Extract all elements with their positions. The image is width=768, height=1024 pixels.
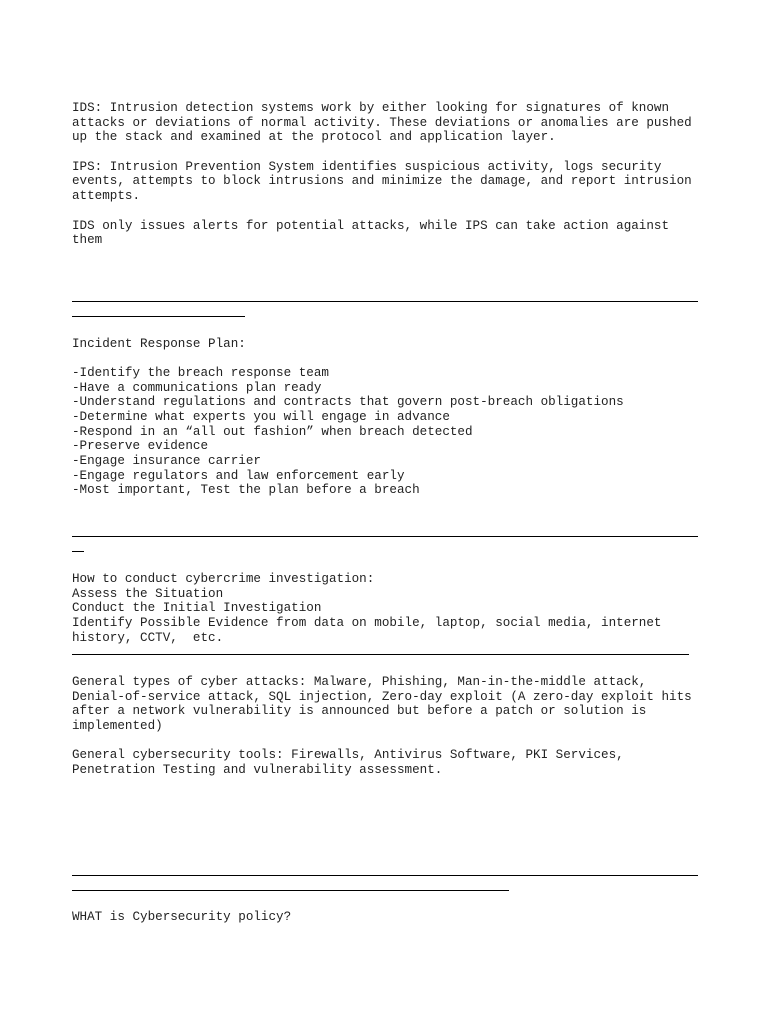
list-item: -Engage insurance carrier bbox=[72, 454, 261, 469]
document-page bbox=[72, 101, 702, 925]
text-line: Assess the Situation bbox=[72, 586, 224, 601]
divider bbox=[72, 542, 84, 552]
incident-response-section bbox=[72, 337, 702, 499]
text-line: IDS: Intrusion detection systems work by either looking for signatures of known bbox=[72, 101, 670, 115]
text-line: attacks or deviations of normal activity. These deviations or anomalies are pushed bbox=[72, 115, 692, 130]
ids-ips-comparison bbox=[72, 219, 702, 248]
text-line: IDS only issues alerts for potential attacks, while IPS can take action against bbox=[72, 218, 670, 233]
divider bbox=[72, 292, 698, 302]
text-line: Penetration Testing and vulnerability assessment. bbox=[72, 763, 443, 778]
text-line: implemented) bbox=[72, 719, 163, 733]
text-line: IPS: Intrusion Prevention System identifies suspicious activity, logs security bbox=[72, 159, 662, 174]
list-item: -Respond in an “all out fashion” when breach detected bbox=[72, 424, 473, 439]
section-heading: Incident Response Plan: bbox=[72, 336, 246, 351]
list-item: -Most important, Test the plan before a breach bbox=[72, 483, 420, 498]
text-line: events, attempts to block intrusions and minimize the damage, and report intrusion bbox=[72, 174, 692, 189]
section-heading: How to conduct cybercrime investigation: bbox=[72, 571, 375, 586]
text-line: General types of cyber attacks: Malware, Phishing, Man-in-the-middle attack, bbox=[72, 674, 647, 689]
divider bbox=[72, 866, 698, 876]
list-item: -Identify the breach response team bbox=[72, 365, 329, 380]
ips-paragraph bbox=[72, 160, 702, 204]
list-item: -Preserve evidence bbox=[72, 439, 209, 454]
divider bbox=[72, 645, 689, 655]
list-item: -Engage regulators and law enforcement early bbox=[72, 468, 405, 483]
text-line: Conduct the Initial Investigation bbox=[72, 601, 322, 616]
text-line: them bbox=[72, 233, 103, 248]
list-item: -Have a communications plan ready bbox=[72, 380, 322, 395]
text-line: Denial-of-service attack, SQL injection, Zero-day exploit (A zero-day exploit hits bbox=[72, 689, 692, 704]
text-line: Identify Possible Evidence from data on mobile, laptop, social media, internet bbox=[72, 615, 662, 630]
text-line: General cybersecurity tools: Firewalls, Antivirus Software, PKI Services, bbox=[72, 748, 624, 763]
text-line: after a network vulnerability is announced but before a patch or solution is bbox=[72, 704, 647, 719]
investigation-section bbox=[72, 572, 702, 645]
section-heading: WHAT is Cybersecurity policy? bbox=[72, 910, 292, 925]
cyber-attacks-paragraph bbox=[72, 675, 702, 734]
text-line: attempts. bbox=[72, 189, 141, 204]
text-line: up the stack and examined at the protocol and application layer. bbox=[72, 130, 556, 145]
list-item: -Determine what experts you will engage in advance bbox=[72, 410, 450, 424]
divider bbox=[72, 527, 698, 537]
divider bbox=[72, 307, 245, 317]
list-item: -Understand regulations and contracts that govern post-breach obligations bbox=[72, 395, 624, 410]
text-line: history, CCTV, etc. bbox=[72, 630, 224, 645]
cybersecurity-tools-paragraph bbox=[72, 748, 702, 777]
divider bbox=[72, 881, 509, 891]
ids-paragraph bbox=[72, 101, 702, 145]
